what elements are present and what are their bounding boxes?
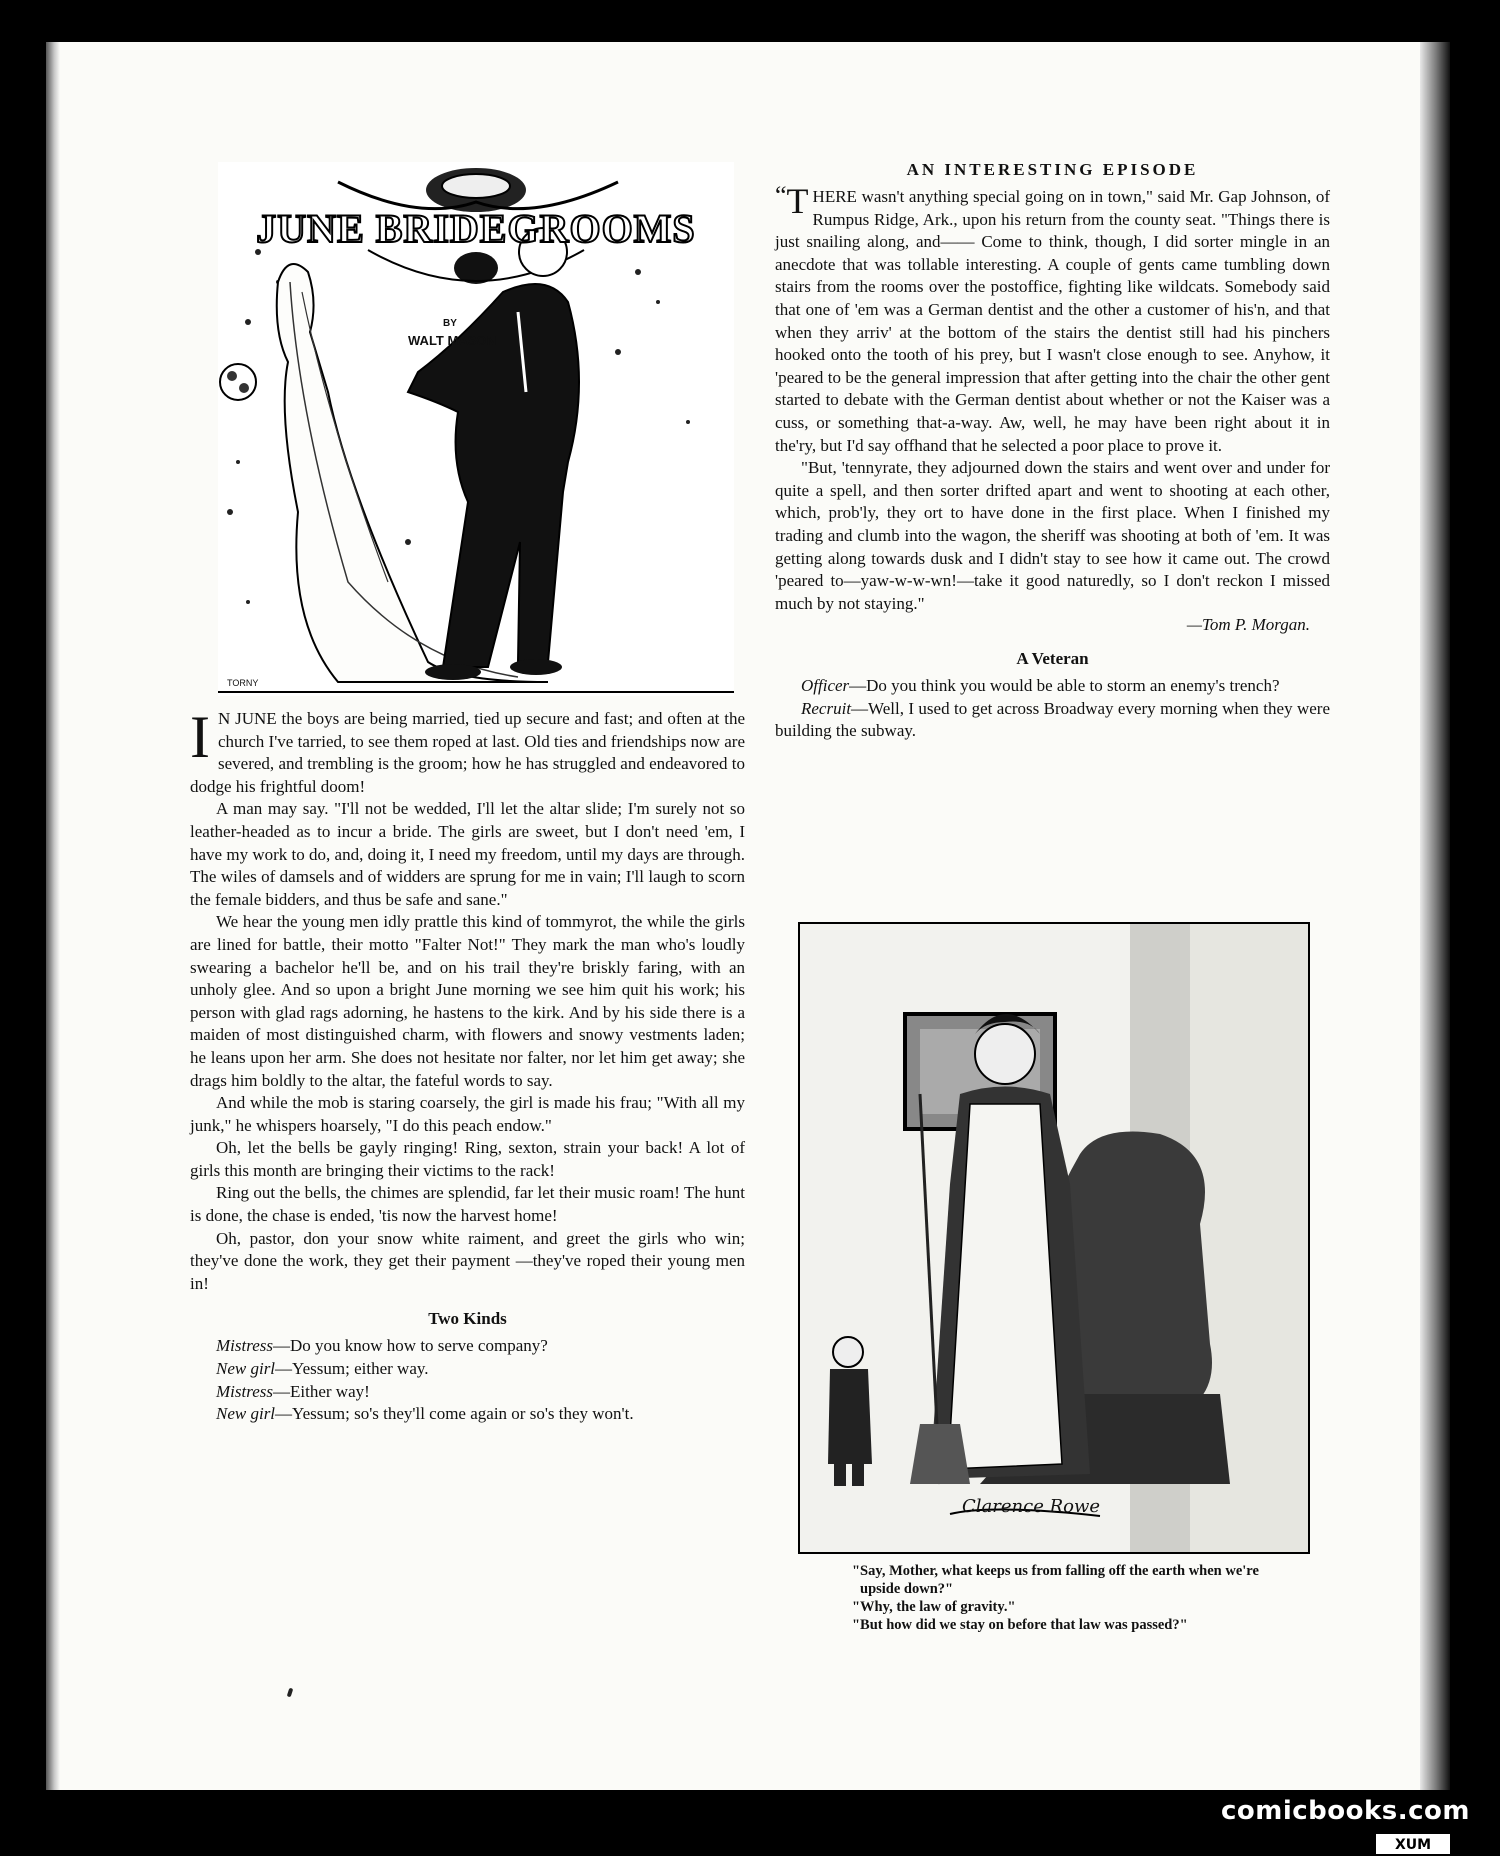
dropcap-t: T bbox=[786, 181, 809, 221]
two-kinds-line: New girl—Yessum; so's they'll come again or so's they won't. bbox=[216, 1404, 634, 1424]
two-kinds-line: New girl—Yessum; either way. bbox=[216, 1359, 429, 1379]
interesting-episode-story bbox=[775, 160, 1330, 743]
page-gutter-shadow bbox=[1420, 42, 1450, 1790]
caption-line-3: "But how did we stay on before that law was passed?" bbox=[852, 1617, 1188, 1633]
veteran-heading: A Veteran bbox=[1016, 649, 1089, 669]
cartoon-caption bbox=[820, 1562, 1290, 1634]
poem-paragraph-3: We hear the young men idly prattle this kind of tommyrot, the while the girls are lined for battle, their motto "Falter Not!" They mark the man who's loudly swearing a bachelor he'll be, and on his trail they're briskly faring, with an unholy glee. And so upon a bright June morning we see him quit his work; his person with glad rags adorning, he hastens to the kirk. And by his side there is a maiden of most distinguished charm, with flowers and snowy vestments laden; he leans upon her arm. She does not hesitate nor falter, nor let him get away; she drags him boldly to the altar, the fateful words to say. bbox=[190, 912, 745, 1090]
cartoon-artist-signature: Clarence Rowe bbox=[962, 1496, 1101, 1517]
caption-line-2: "Why, the law of gravity." bbox=[852, 1599, 1016, 1615]
june-bridegrooms-poem bbox=[190, 704, 745, 1426]
corner-tag: XUM bbox=[1376, 1834, 1450, 1854]
poem-paragraph-1: I N JUNE the boys are being married, tied up secure and fast; and often at the church I've tarried, to see them roped at last. Old ties and friendships now are severed, and trembling is the groom; how he has struggled and endeavored to dodge his frightful doom! bbox=[190, 704, 745, 796]
veteran-line: Officer—Do you think you would be able to storm an enemy's trench? bbox=[801, 676, 1280, 696]
poem-paragraph-2: A man may say. "I'll not be wedded, I'll let the altar slide; I'm surely not so leather-headed as to incur a bride. The girls are sweet, but I don't need 'em, I have my work to do, and, doing it, I need my freedom, until my days are through. The wiles of damsels and of widders are sprung for me in vain; I'll laugh to scorn the female bidders, and thus be safe and sane." bbox=[190, 799, 745, 909]
episode-signature: —Tom P. Morgan. bbox=[1186, 615, 1310, 635]
byline-by: BY bbox=[443, 318, 457, 329]
caption-line-1: "Say, Mother, what keeps us from falling off the earth when we're upside down?" bbox=[852, 1563, 1259, 1597]
poem-paragraph-4: And while the mob is staring coarsely, the girl is made his frau; "With all my junk," he whispers hoarsely, "I do this peach endow." bbox=[190, 1093, 745, 1135]
episode-paragraph-1: “ T HERE wasn't anything special going on in town," said Mr. Gap Johnson, of Rumpus Ridge, Ark., upon his return from the county seat. "Things there is just snailing along, and—— Come to think, though, I did sorter mingle in an anecdote that was tollable interesting. A couple of gents came tumbling down stairs from the rooms over the postoffice, fighting like wildcats. Somebody said that one of 'em was a German dentist and the other a customer of his'n, and that when they arriv' at the bottom of the stairs the dentist still had his pinchers hooked onto the tooth of his prey, but I wasn't close enough to see. Anyhow, it 'peared to be the general impression that after getting into the chair the other gent started to debate with the German dentist about whether or not the Kaiser was a cuss, or something that-a-way. Aw, well, he may have been right about it in the'ry, but I'd say offhand that he selected a poor place to prove it. bbox=[775, 181, 1330, 455]
poem-paragraph-6: Ring out the bells, the chimes are splendid, far let their music roam! The hunt is done, the chase is ended, 'tis now the harvest home! bbox=[190, 1183, 745, 1226]
episode-paragraph-2: "But, 'tennyrate, they adjourned down the stairs and went over and under for quite a spell, and then sorter drifted apart and went to shooting at each other, which, prob'ly, they ort to have done in the first place. When I finished my trading and clumb into the wagon, the sheriff was shooting at both of 'em. It was getting along towards dusk and I didn't stay to see how it came out. The crowd 'peared to—yaw-w-w-wn!—take it good naturedly, so I don't reckon I missed much by not staying." bbox=[775, 458, 1330, 613]
poem-paragraph-5: Oh, let the bells be gayly ringing! Ring, sexton, strain your back! A lot of girls this month are bringing their victims to the rack! bbox=[190, 1138, 745, 1180]
dropcap-i: I bbox=[190, 704, 210, 770]
june-bridegrooms-title: JUNE BRIDEGROOMS bbox=[256, 206, 696, 251]
poem-paragraph-7: Oh, pastor, don your snow white raiment, and greet the girls who win; they've done the work, they get their payment —they've roped their young men in! bbox=[190, 1228, 745, 1293]
veteran-line: Recruit—Well, I used to get across Broadway every morning when they were building the subway. bbox=[775, 698, 1330, 741]
illustration-artist-signature: TORNY bbox=[227, 678, 259, 688]
page-binding-shadow bbox=[46, 42, 60, 1790]
mother-child-cartoon bbox=[798, 922, 1310, 1554]
cartoon-drawing bbox=[800, 924, 1308, 1552]
byline-author: WALT MASON bbox=[408, 333, 496, 348]
episode-heading: AN INTERESTING EPISODE bbox=[906, 160, 1199, 179]
two-kinds-line: Mistress—Either way! bbox=[216, 1381, 370, 1401]
two-kinds-line: Mistress—Do you know how to serve company? bbox=[216, 1336, 548, 1356]
site-watermark: comicbooks.com bbox=[1220, 1796, 1470, 1826]
two-kinds-heading: Two Kinds bbox=[428, 1309, 507, 1329]
